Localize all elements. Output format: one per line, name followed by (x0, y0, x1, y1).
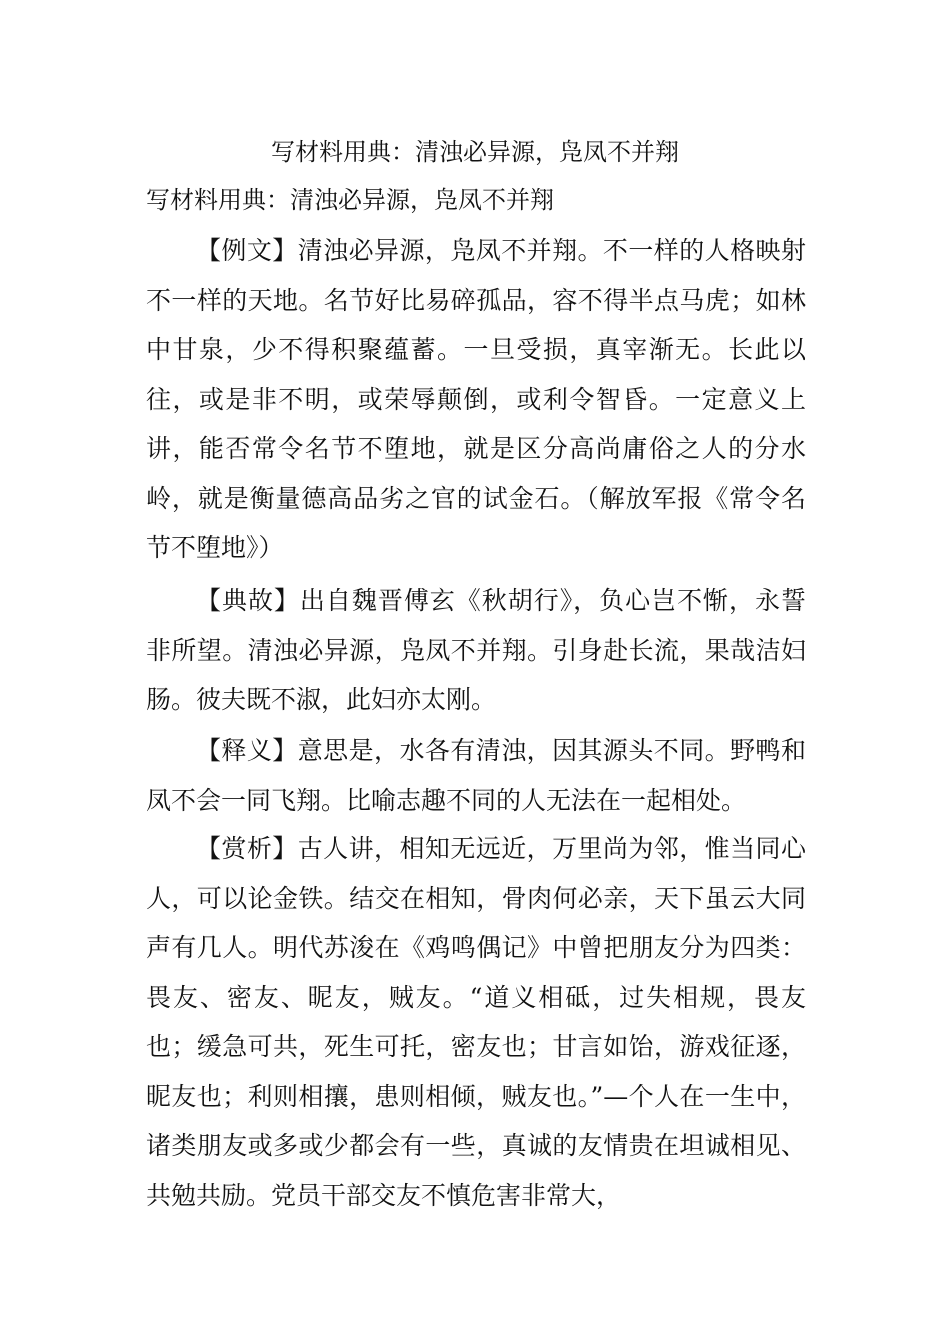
paragraph-text: 古人讲，相知无远近，万里尚为邻，惟当同心人，可以论金铁。结交在相知，骨肉何必亲，天下虽云大同声有几人。明代苏浚在《鸡鸣偶记》中曾把朋友分为四类：畏友、密友、昵友，贼友。“道义相砥，过失相规，畏友也；缓急可共，死生可托，密友也；甘言如饴，游戏征逐，昵友也；利则相攘，患则相倾，贼友也。”—个人在一生中，诸类朋友或多或少都会有一些，真诚的友情贵在坦诚相见、共勉共励。党员干部交友不慎危害非常大， (146, 834, 806, 1210)
paragraph-tag: 【典故】 (196, 586, 300, 615)
paragraph-tag: 【释义】 (196, 736, 298, 765)
appreciation-paragraph (146, 824, 806, 1220)
example-paragraph (146, 226, 806, 573)
paragraph-text: 清浊必异源，凫凤不并翔。不一样的人格映射不一样的天地。名节好比易碎孤品，容不得半点马虎；如林中甘泉，少不得积聚蕴蓄。一旦受损，真宰渐无。长此以往，或是非不明，或荣辱颠倒，或利令智昏。一定意义上讲，能否常令名节不堕地，就是区分高尚庸俗之人的分水岭，就是衡量德高品劣之官的试金石。（解放军报《常令名节不堕地》） (146, 236, 806, 562)
paragraph-tag: 【赏析】 (196, 834, 298, 863)
paragraph-tag: 【例文】 (196, 236, 298, 265)
paragraph-text: 出自魏晋傅玄《秋胡行》，负心岂不惭，永誓非所望。清浊必异源，凫凤不并翔。引身赴长流，果哉洁妇肠。彼夫既不淑，此妇亦太刚。 (146, 586, 806, 714)
paragraph-text: 意思是，水各有清浊，因其源头不同。野鸭和凤不会一同飞翔。比喻志趣不同的人无法在一起相处。 (146, 736, 806, 815)
document-subtitle: 写材料用典：清浊必异源，凫凤不并翔 (146, 186, 554, 214)
document-title: 写材料用典：清浊必异源，凫凤不并翔 (271, 138, 679, 166)
interpretation-paragraph (146, 726, 806, 825)
allusion-paragraph (146, 576, 806, 725)
